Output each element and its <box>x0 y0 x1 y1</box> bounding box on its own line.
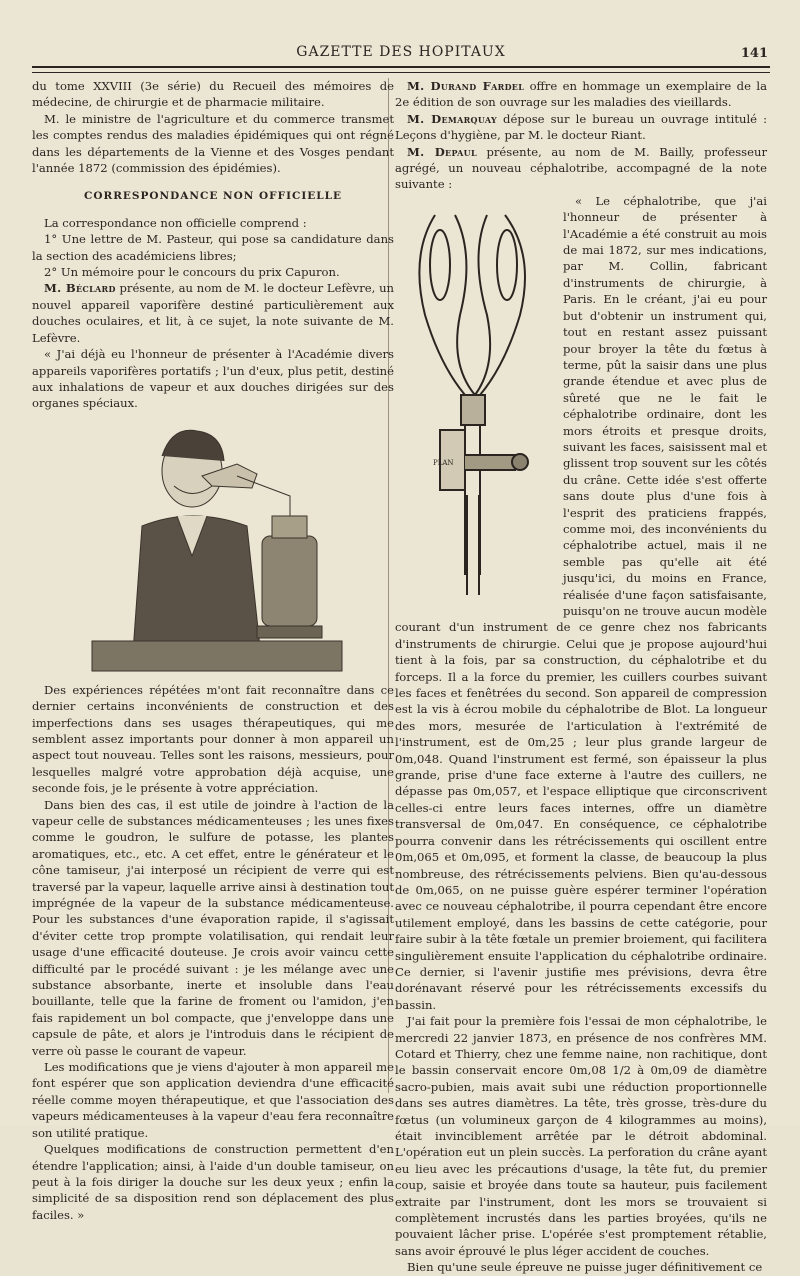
header-rule <box>32 66 770 68</box>
paragraph: M. Demarquay dépose sur le bureau un ouvrage intitulé : Leçons d'hygiène, par M. le docteur Riant. <box>395 111 767 143</box>
page-number: 141 <box>740 46 768 61</box>
paragraph: M. Durand Fardel offre en hommage un exemplaire de la 2e édition de son ouvrage sur les maladies des vieillards. <box>395 79 767 110</box>
paragraph: M. Depaul présente, au nom de M. Bailly, professeur agrégé, un nouveau céphalotribe, accompagné de la note suivante : <box>395 144 767 192</box>
engraving-man-with-vaporizer <box>62 416 362 676</box>
paragraph: Bien qu'une seule épreuve ne puisse juger définitivement ce <box>407 1260 763 1275</box>
paragraph: 2° Un mémoire pour le concours du prix Capuron. <box>44 265 340 280</box>
paragraph: Dans bien des cas, il est utile de joindre à l'action de la vapeur celle de substances médicamenteuses ; les unes fixes comme le goudron, le sulfure de potasse, les plantes aromatiques, etc., etc. A cet effet, entre le générateur et le cône tamiseur, j'ai interposé un récipient de verre qui est traversé par la vapeur, laquelle arrive ainsi à destination tout imprégnée de la vapeur de la substance médicamenteuse. Pour les substances d'une évaporation rapide, il s'agissait d'éviter cette trop prompte volatilisation, qui rendait leur usage d'une efficacité douteuse. Je crois avoir vaincu cette difficulté par le procédé suivant : je les mélange avec une substance absorbante, inerte et insoluble dans l'eau bouillante, telle que la farine de froment ou l'amidon, j'en fais rapidement un bol compacte, que j'enveloppe dans une capsule de pâte, et alors je l'introduis dans le récipient de verre où passe le courant de vapeur. <box>32 797 394 1058</box>
cephalotribe-illustration <box>395 195 555 615</box>
right-column <box>395 78 767 1276</box>
journal-title: GAZETTE DES HOPITAUX <box>296 44 506 60</box>
paragraph: Quelques modifications de construction permettent d'en étendre l'application; ainsi, à l'aide d'un double tamiseur, on peut à la fois diriger la douche sur les deux yeux ; enfin la simplicité de sa disposition rend son déplacement des plus faciles. » <box>32 1142 394 1222</box>
paragraph: M. le ministre de l'agriculture et du commerce transmet les comptes rendus des maladies épidémiques qui ont régné dans les départements de la Vienne et des Vosges pendant l'année 1872 (commission des épidémies). <box>32 111 394 176</box>
paragraph: M. Béclard présente, au nom de M. le docteur Lefèvre, un nouvel appareil vaporifère destiné particulièrement aux douches oculaires, et lit, à ce sujet, la note suivante de M. Lefèvre. <box>32 281 394 345</box>
page-header <box>32 40 770 62</box>
header-rule-thin <box>32 72 770 73</box>
paragraph: J'ai fait pour la première fois l'essai de mon céphalotribe, le mercredi 22 janvier 1873, en présence de nos confrères MM. Cotard et Thierry, chez une femme naine, non rachitique, dont le bassin conservait encore 0m,08 1/2 à 0m,09 de diamètre sacro-pubien, mais avait subi une réduction proportionnelle dans ses autres diamètres. La tête, très grosse, très-dure du fœtus (un volumineux garçon de 4 kilogrammes au moins), était invinciblement arrêtée par le détroit abdominal. L'opération eut un plein succès. La perforation du crâne ayant eu lieu avec les précautions d'usage, la tête fut, du premier coup, saisie et broyée dans toute sa hauteur, puis facilement extraite par l'instrument, dont les mors se trouvaient si complètement incrustés dans les parties broyées, qu'ils ne pouvaient lâcher prise. L'opérée s'est promptement rétablie, sans avoir éprouvé le plus léger accident de couches. <box>395 1014 767 1258</box>
speaker-name: M. Demarquay <box>407 111 497 126</box>
speaker-name: M. Béclard <box>44 281 116 296</box>
paragraph: La correspondance non officielle comprend : <box>44 215 307 230</box>
paragraph: « J'ai déjà eu l'honneur de présenter à l'Académie divers appareils vaporifères portatifs ; l'un d'eux, plus petit, destiné aux inhalations de vapeur et aux douches dirigées sur des organes spéciaux. <box>32 347 394 411</box>
speaker-name: M. Depaul <box>407 144 477 159</box>
paragraph: « Le céphalotribe, que j'ai l'honneur de présenter à l'Académie a été construit au mois de mai 1872, sur mes indications, par M. Collin, fabricant d'instruments de chirurgie, à Paris. En le créant, j'ai eu pour but d'obtenir un instrument qui, tout en restant assez puissant pour broyer la tête du fœtus à terme, pût la saisir dans une plus grande étendue et avec plus de sûreté que ne le fait le céphalotribe ordinaire, dont les mors étroits et presque droits, suivant les faces, saisissent mal et glissent trop souvent sur les côtés du crâne. Cette idée s'est offerte sans doute plus d'une fois à l'esprit des praticiens frappés, comme moi, des inconvénients du céphalotribe actuel, mais il ne semble pas qu'elle ait été jusqu'ici, du moins en France, réalisée d'une façon satisfaisante, puisqu'on ne trouve aucun modèle courant d'un instrument de ce genre chez nos fabricants d'instruments de chirurgie. Celui que je propose aujourd'hui tient à la fois, par sa construction, du céphalotribe et du forceps. Il a la force du premier, les cuillers courbes suivant les faces et fenêtrées du second. Son appareil de compression est la vis à écrou mobile du céphalotribe de Blot. La longueur des mors, mesurée de l'articulation à l'extrémité de l'instrument, est de 0m,25 ; leur plus grande largeur de 0m,048. Quand l'instrument est fermé, son épaisseur la plus grande, prise d'une face externe à l'autre des cuillers, ne dépasse pas 0m,057, et l'espace elliptique que circonscrivent celles-ci entre leurs faces internes, offre un diamètre transversal de 0m,047. En conséquence, ce céphalotribe pourra convenir dans les rétrécissements qui oscillent entre 0m,065 et 0m,095, et forment la classe, de beaucoup la plus nombreuse, des rétrécissements pelviens. Bien qu'au-dessous de 0m,065, on ne puisse guère espérer terminer l'opération avec ce nouveau céphalotribe, il pourra cependant être encore utilement employé, dans les bassins de cette catégorie, pour faire subir à la tête fœtale un premier broiement, qui facilitera singulièrement ensuite l'application du céphalotribe ordinaire. Ce dernier, si l'avenir justifie mes prévisions, devra être dorénavant réservé pour les rétrécissements excessifs du bassin. <box>395 193 767 1012</box>
left-column <box>32 78 394 1223</box>
engraving-label: PLAN <box>433 458 454 467</box>
paragraph: Les modifications que je viens d'ajouter à mon appareil me font espérer que son application deviendra d'une efficacité réelle comme moyen thérapeutique, et que l'association des vapeurs médicamenteuses à la vapeur d'eau fera reconnaître son utilité pratique. <box>32 1060 394 1140</box>
paragraph: 1° Une lettre de M. Pasteur, qui pose sa candidature dans la section des académiciens libres; <box>32 232 394 263</box>
cephalotribe-engraving <box>395 195 555 615</box>
paragraph: Des expériences répétées m'ont fait reconnaître dans ce dernier certains inconvénients de construction et des imperfections dans ses usages thérapeutiques, qui me semblent assez importants pour donner à mon appareil un aspect tout nouveau. Telles sont les raisons, messieurs, pour lesquelles malgré votre approbation déjà acquise, une seconde fois, je le présente à votre appréciation. <box>32 682 394 796</box>
speaker-name: M. Durand Fardel <box>407 79 525 93</box>
section-title: CORRESPONDANCE NON OFFICIELLE <box>83 190 343 203</box>
portrait-illustration <box>62 416 362 676</box>
paragraph: du tome XXVIII (3e série) du Recueil des mémoires de médecine, de chirurgie et de pharmacie militaire. <box>32 79 394 110</box>
